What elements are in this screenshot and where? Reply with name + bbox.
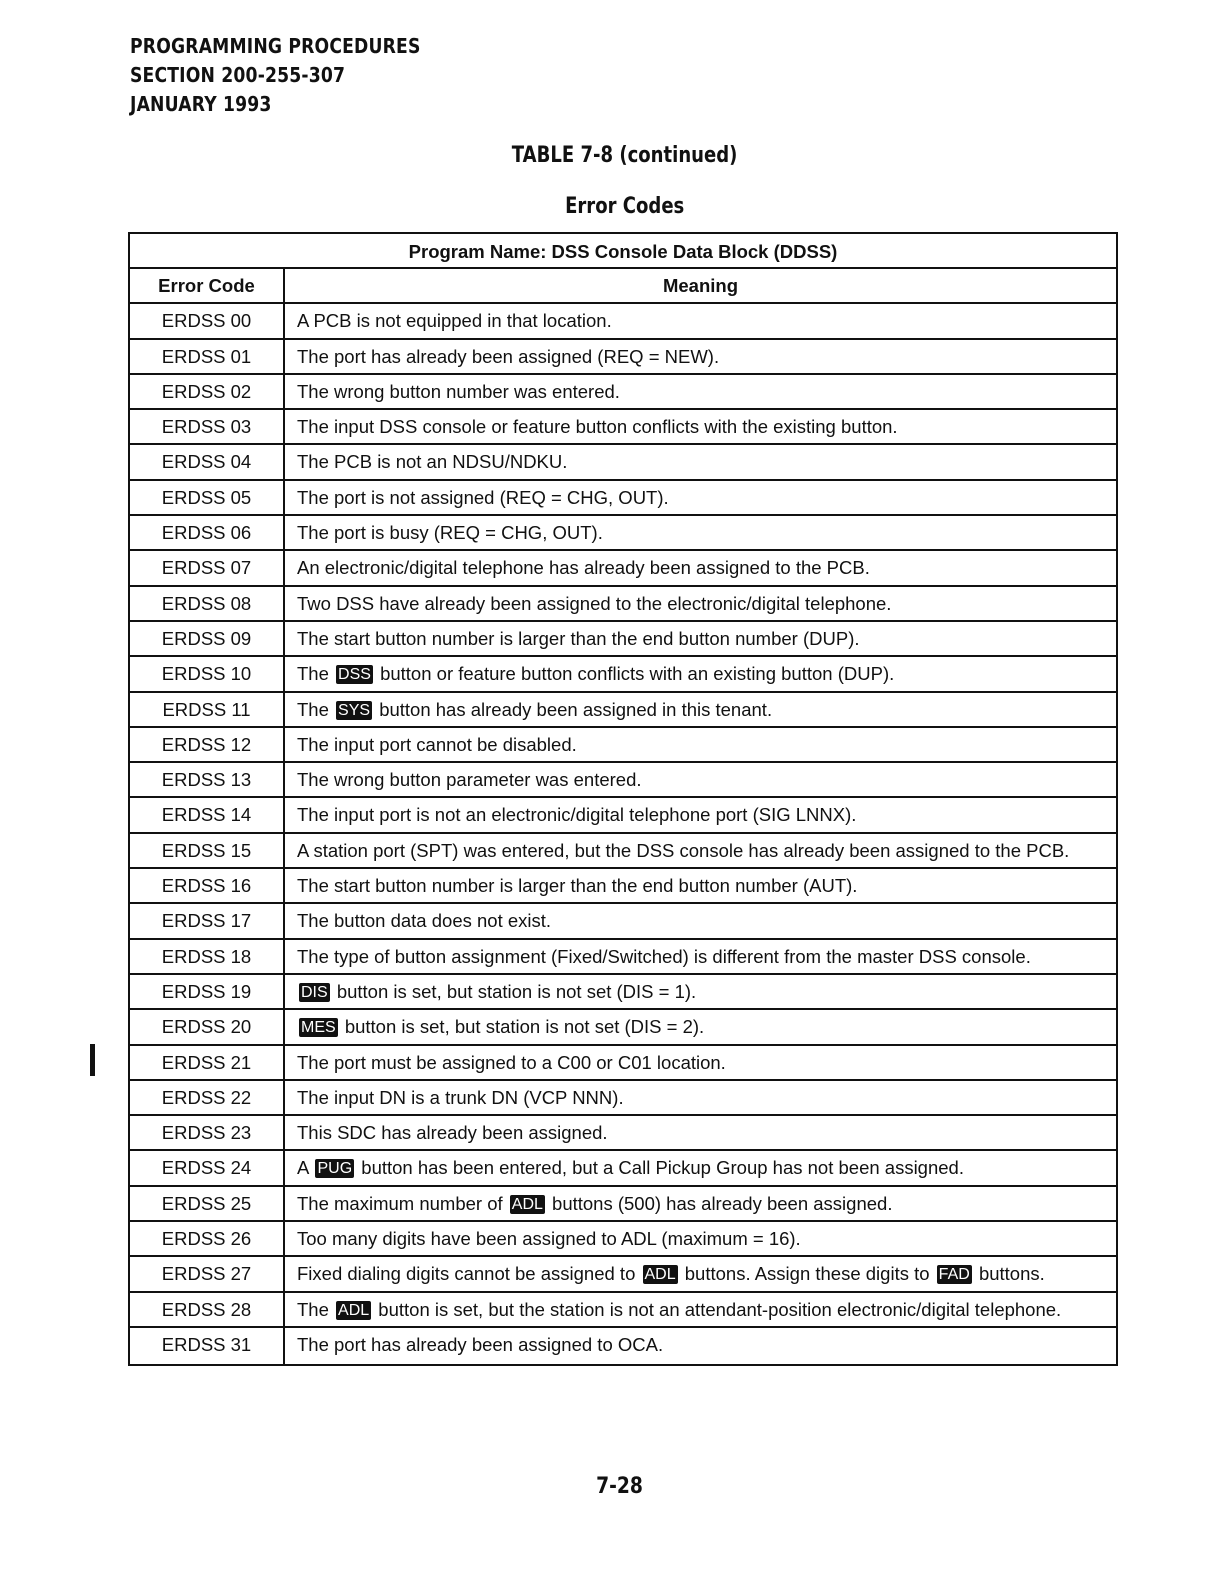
error-codes-table — [128, 232, 1118, 1366]
error-code-cell: ERDSS 12 — [130, 728, 285, 761]
table-body — [130, 304, 1116, 1364]
error-code-cell: ERDSS 27 — [130, 1257, 285, 1290]
table-row — [130, 728, 1116, 763]
table-row — [130, 940, 1116, 975]
error-code-cell: ERDSS 01 — [130, 340, 285, 373]
meaning-text: The port is not assigned (REQ = CHG, OUT). — [297, 486, 669, 508]
change-bar — [90, 1044, 95, 1076]
meaning-cell — [285, 410, 1116, 443]
meaning-text: The start button number is larger than the end button number (DUP). — [297, 627, 860, 649]
meaning-text: button is set, but station is not set (DIS = 2). — [344, 1016, 705, 1038]
meaning-cell — [285, 1046, 1116, 1079]
meaning-text: buttons. — [978, 1263, 1045, 1285]
table-row — [130, 657, 1116, 692]
table-row — [130, 516, 1116, 551]
error-code-cell: ERDSS 26 — [130, 1222, 285, 1255]
error-code-cell: ERDSS 20 — [130, 1010, 285, 1043]
page-number: 7-28 — [596, 1474, 644, 1499]
table-row — [130, 551, 1116, 586]
error-code-cell: ERDSS 15 — [130, 834, 285, 867]
meaning-text: The input port is not an electronic/digital telephone port (SIG LNNX). — [297, 804, 857, 826]
meaning-cell — [285, 587, 1116, 620]
header-title: PROGRAMMING PROCEDURES — [130, 34, 421, 58]
meaning-cell — [285, 869, 1116, 902]
error-code-cell: ERDSS 02 — [130, 375, 285, 408]
button-key-label: ADL — [644, 1266, 676, 1284]
meaning-text: The start button number is larger than the end button number (AUT). — [297, 875, 858, 897]
table-row — [130, 975, 1116, 1010]
meaning-text: button has already been assigned in this tenant. — [379, 698, 773, 720]
error-code-cell: ERDSS 24 — [130, 1151, 285, 1184]
meaning-text: The PCB is not an NDSU/NDKU. — [297, 451, 568, 473]
meaning-text: The input port cannot be disabled. — [297, 733, 577, 755]
table-row — [130, 904, 1116, 939]
error-code-cell: ERDSS 25 — [130, 1187, 285, 1220]
meaning-cell — [285, 657, 1116, 690]
error-code-cell: ERDSS 19 — [130, 975, 285, 1008]
error-code-cell: ERDSS 31 — [130, 1328, 285, 1364]
meaning-cell — [285, 940, 1116, 973]
table-row — [130, 375, 1116, 410]
table-row — [130, 798, 1116, 833]
button-key-label: PUG — [317, 1160, 353, 1178]
meaning-text: button has been entered, but a Call Pickup Group has not been assigned. — [361, 1157, 964, 1179]
table-row — [130, 1222, 1116, 1257]
error-code-cell: ERDSS 04 — [130, 445, 285, 478]
button-key-label: FAD — [938, 1266, 970, 1284]
meaning-cell — [285, 1151, 1116, 1184]
table-row — [130, 622, 1116, 657]
meaning-cell — [285, 693, 1116, 726]
table-row — [130, 1046, 1116, 1081]
table-row — [130, 587, 1116, 622]
meaning-text: This SDC has already been assigned. — [297, 1122, 608, 1144]
table-row — [130, 869, 1116, 904]
meaning-cell — [285, 622, 1116, 655]
table-row — [130, 1187, 1116, 1222]
error-code-cell: ERDSS 17 — [130, 904, 285, 937]
error-code-cell: ERDSS 03 — [130, 410, 285, 443]
meaning-text: A — [297, 1157, 309, 1179]
table-row — [130, 1151, 1116, 1186]
error-code-cell: ERDSS 11 — [130, 693, 285, 726]
meaning-text: Two DSS have already been assigned to the electronic/digital telephone. — [297, 592, 892, 614]
meaning-cell — [285, 551, 1116, 584]
button-key-label: DIS — [301, 983, 328, 1001]
meaning-text: The type of button assignment (Fixed/Switched) is different from the master DSS console. — [297, 945, 1031, 967]
button-key-label: ADL — [338, 1301, 370, 1319]
column-header-error-code: Error Code — [130, 269, 285, 302]
table-row — [130, 1257, 1116, 1292]
meaning-cell — [285, 763, 1116, 796]
table-row — [130, 1116, 1116, 1151]
meaning-cell — [285, 375, 1116, 408]
button-key-label: MES — [301, 1019, 336, 1037]
meaning-cell — [285, 798, 1116, 831]
table-row — [130, 340, 1116, 375]
meaning-text: The — [297, 663, 329, 685]
meaning-cell — [285, 1293, 1116, 1326]
table-row — [130, 481, 1116, 516]
error-code-cell: ERDSS 05 — [130, 481, 285, 514]
meaning-text: The maximum number of — [297, 1192, 503, 1214]
meaning-cell — [285, 1222, 1116, 1255]
error-code-cell: ERDSS 09 — [130, 622, 285, 655]
table-row — [130, 1010, 1116, 1045]
error-code-cell: ERDSS 16 — [130, 869, 285, 902]
meaning-cell — [285, 516, 1116, 549]
meaning-text: The port is busy (REQ = CHG, OUT). — [297, 522, 603, 544]
error-code-cell: ERDSS 14 — [130, 798, 285, 831]
table-header-row — [130, 269, 1116, 304]
meaning-text: The — [297, 698, 329, 720]
meaning-text: A PCB is not equipped in that location. — [297, 310, 612, 332]
meaning-text: An electronic/digital telephone has already been assigned to the PCB. — [297, 557, 870, 579]
meaning-text: The wrong button parameter was entered. — [297, 769, 642, 791]
table-row — [130, 693, 1116, 728]
meaning-cell — [285, 1010, 1116, 1043]
program-name-row: Program Name: DSS Console Data Block (DDSS) — [130, 234, 1116, 269]
meaning-text: The port has already been assigned to OCA. — [297, 1333, 664, 1355]
table-title: TABLE 7-8 (continued) — [512, 143, 738, 168]
table-row — [130, 834, 1116, 869]
table-row — [130, 304, 1116, 339]
table-subtitle: Error Codes — [565, 194, 685, 219]
error-code-cell: ERDSS 22 — [130, 1081, 285, 1114]
error-code-cell: ERDSS 21 — [130, 1046, 285, 1079]
meaning-cell — [285, 340, 1116, 373]
error-code-cell: ERDSS 28 — [130, 1293, 285, 1326]
meaning-text: button is set, but the station is not an attendant-position electronic/digital telephone. — [378, 1298, 1062, 1320]
error-code-cell: ERDSS 08 — [130, 587, 285, 620]
meaning-cell — [285, 1257, 1116, 1290]
meaning-cell — [285, 834, 1116, 867]
meaning-text: The port must be assigned to a C00 or C01 location. — [297, 1051, 726, 1073]
meaning-cell — [285, 1116, 1116, 1149]
meaning-cell — [285, 1328, 1116, 1364]
meaning-text: The port has already been assigned (REQ = NEW). — [297, 345, 720, 367]
header-section: SECTION 200-255-307 — [130, 63, 346, 87]
meaning-text: The button data does not exist. — [297, 910, 552, 932]
meaning-text: Fixed dialing digits cannot be assigned to — [297, 1263, 636, 1285]
error-code-cell: ERDSS 10 — [130, 657, 285, 690]
meaning-text: buttons. Assign these digits to — [684, 1263, 930, 1285]
meaning-cell — [285, 728, 1116, 761]
error-code-cell: ERDSS 07 — [130, 551, 285, 584]
error-code-cell: ERDSS 13 — [130, 763, 285, 796]
column-header-meaning: Meaning — [662, 275, 739, 296]
meaning-text: The — [297, 1298, 329, 1320]
button-key-label: SYS — [338, 701, 371, 719]
table-row — [130, 1293, 1116, 1328]
error-code-cell: ERDSS 06 — [130, 516, 285, 549]
meaning-text: The input DSS console or feature button conflicts with the existing button. — [297, 416, 898, 438]
meaning-text: The wrong button number was entered. — [297, 380, 620, 402]
document-header — [130, 32, 421, 119]
meaning-cell — [285, 445, 1116, 478]
meaning-cell — [285, 975, 1116, 1008]
meaning-cell — [285, 1081, 1116, 1114]
button-key-label: DSS — [338, 666, 371, 684]
error-code-cell: ERDSS 00 — [130, 304, 285, 337]
meaning-text: buttons (500) has already been assigned. — [552, 1192, 893, 1214]
error-code-cell: ERDSS 18 — [130, 940, 285, 973]
meaning-cell — [285, 1187, 1116, 1220]
table-row — [130, 1328, 1116, 1364]
meaning-cell — [285, 304, 1116, 337]
table-row — [130, 763, 1116, 798]
table-row — [130, 1081, 1116, 1116]
meaning-cell — [285, 481, 1116, 514]
meaning-text: The input DN is a trunk DN (VCP NNN). — [297, 1086, 624, 1108]
table-row — [130, 410, 1116, 445]
meaning-text: button or feature button conflicts with an existing button (DUP). — [380, 663, 895, 685]
button-key-label: ADL — [511, 1195, 543, 1213]
meaning-cell — [285, 904, 1116, 937]
meaning-text: A station port (SPT) was entered, but the DSS console has already been assigned to the PCB. — [297, 839, 1070, 861]
meaning-text: button is set, but station is not set (DIS = 1). — [336, 980, 697, 1002]
meaning-text: Too many digits have been assigned to ADL (maximum = 16). — [297, 1228, 801, 1250]
header-date: JANUARY 1993 — [130, 92, 272, 116]
error-code-cell: ERDSS 23 — [130, 1116, 285, 1149]
table-row — [130, 445, 1116, 480]
